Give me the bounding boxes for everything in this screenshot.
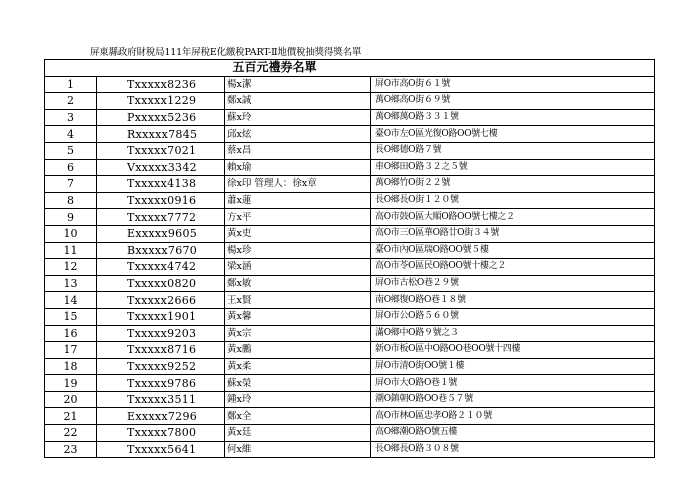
row-tax-id: Rxxxxx7845 — [97, 126, 225, 143]
row-tax-id: Exxxxx9605 — [97, 225, 225, 242]
row-tax-id: Txxxxx5641 — [97, 441, 225, 458]
row-name: 黃x馨 — [225, 308, 371, 325]
row-name: 黃x柔 — [225, 358, 371, 375]
row-address: 臺O市內O區瑞O路OO號５樓 — [371, 242, 655, 259]
row-tax-id: Txxxxx1229 — [97, 93, 225, 110]
row-number: 8 — [45, 192, 97, 209]
row-number: 21 — [45, 408, 97, 425]
row-tax-id: Txxxxx8236 — [97, 76, 225, 93]
table-row — [45, 176, 655, 193]
row-address: 屏O市公O路５６０號 — [371, 308, 655, 325]
table-row — [45, 159, 655, 176]
row-address: 高O市鼓O區大順O路OO號七樓之２ — [371, 209, 655, 226]
row-number: 1 — [45, 76, 97, 93]
table-row — [45, 441, 655, 458]
row-number: 9 — [45, 209, 97, 226]
row-address: 新O市板O區中O路OO巷OO號十四樓 — [371, 342, 655, 359]
row-name: 蕭x蓮 — [225, 192, 371, 209]
row-number: 16 — [45, 325, 97, 342]
table-row — [45, 342, 655, 359]
row-address: 高O市苓O區民O路OO號十樓之２ — [371, 259, 655, 276]
winners-table — [44, 59, 655, 458]
row-address: 高O鄉潮O路O號五樓 — [371, 425, 655, 442]
row-number: 13 — [45, 275, 97, 292]
row-number: 3 — [45, 109, 97, 126]
row-number: 20 — [45, 391, 97, 408]
row-address: 潮O鎮朝O路OO巷５７號 — [371, 391, 655, 408]
row-address: 屏O市古松O巷２９號 — [371, 275, 655, 292]
row-address: 滿O鄉中O路９號之３ — [371, 325, 655, 342]
row-name: 蘇x玲 — [225, 109, 371, 126]
table-row — [45, 325, 655, 342]
row-name: 梁x涵 — [225, 259, 371, 276]
table-row — [45, 225, 655, 242]
row-tax-id: Vxxxxx3342 — [97, 159, 225, 176]
row-number: 5 — [45, 142, 97, 159]
row-address: 車O鄉田O路３２之５號 — [371, 159, 655, 176]
row-number: 22 — [45, 425, 97, 442]
row-tax-id: Exxxxx7296 — [97, 408, 225, 425]
row-address: 萬O鄉萬O路３３１號 — [371, 109, 655, 126]
table-row — [45, 109, 655, 126]
row-tax-id: Txxxxx2666 — [97, 292, 225, 309]
row-number: 2 — [45, 93, 97, 110]
row-address: 萬O鄉高O街６９號 — [371, 93, 655, 110]
row-number: 12 — [45, 259, 97, 276]
row-name: 何x維 — [225, 441, 371, 458]
row-address: 長O鄉長O路３０８號 — [371, 441, 655, 458]
table-row — [45, 292, 655, 309]
row-name: 鄭x誠 — [225, 93, 371, 110]
row-name: 鍾x玲 — [225, 391, 371, 408]
table-row — [45, 93, 655, 110]
row-name: 賴x瑜 — [225, 159, 371, 176]
row-name: 黃x宗 — [225, 325, 371, 342]
row-name: 王x賢 — [225, 292, 371, 309]
table-row — [45, 375, 655, 392]
row-tax-id: Txxxxx0820 — [97, 275, 225, 292]
table-row — [45, 408, 655, 425]
row-address: 屏O市大O路O巷１號 — [371, 375, 655, 392]
row-number: 17 — [45, 342, 97, 359]
table-row — [45, 275, 655, 292]
table-row — [45, 209, 655, 226]
row-number: 23 — [45, 441, 97, 458]
row-address: 南O鄉復O路O巷１８號 — [371, 292, 655, 309]
row-address: 長O鄉長O街１２０號 — [371, 192, 655, 209]
table-row — [45, 76, 655, 93]
table-caption: 五百元禮券名單 — [45, 60, 655, 77]
row-name: 黃x廷 — [225, 425, 371, 442]
winners-table-body — [45, 60, 655, 458]
row-address: 萬O鄉竹O街２２號 — [371, 176, 655, 193]
row-number: 14 — [45, 292, 97, 309]
table-row — [45, 259, 655, 276]
row-number: 11 — [45, 242, 97, 259]
row-tax-id: Txxxxx9203 — [97, 325, 225, 342]
row-address: 屏O市清O街OO號１樓 — [371, 358, 655, 375]
row-address: 高O市三O區華O路廿O街３４號 — [371, 225, 655, 242]
row-name: 方x平 — [225, 209, 371, 226]
row-number: 4 — [45, 126, 97, 143]
row-number: 15 — [45, 308, 97, 325]
row-tax-id: Txxxxx7772 — [97, 209, 225, 226]
row-address: 長O鄉德O路７號 — [371, 142, 655, 159]
row-tax-id: Pxxxxx5236 — [97, 109, 225, 126]
row-number: 10 — [45, 225, 97, 242]
row-tax-id: Txxxxx1901 — [97, 308, 225, 325]
row-tax-id: Txxxxx8716 — [97, 342, 225, 359]
page-title: 屏東縣政府財稅局111年屏稅E化繳稅PART-Ⅱ地價稅抽獎得獎名單 — [90, 47, 362, 58]
row-name: 黃x鵬 — [225, 342, 371, 359]
row-address: 高O市林O區忠孝O路２１０號 — [371, 408, 655, 425]
table-row — [45, 126, 655, 143]
row-tax-id: Bxxxxx7670 — [97, 242, 225, 259]
table-row — [45, 391, 655, 408]
row-tax-id: Txxxxx0916 — [97, 192, 225, 209]
table-caption-row — [45, 60, 655, 77]
row-name: 蔡x昌 — [225, 142, 371, 159]
row-name: 蘇x榮 — [225, 375, 371, 392]
row-number: 6 — [45, 159, 97, 176]
table-row — [45, 358, 655, 375]
table-row — [45, 425, 655, 442]
row-tax-id: Txxxxx9786 — [97, 375, 225, 392]
row-name: 鄭x敏 — [225, 275, 371, 292]
row-name: 邱x炫 — [225, 126, 371, 143]
row-tax-id: Txxxxx7021 — [97, 142, 225, 159]
row-tax-id: Txxxxx4742 — [97, 259, 225, 276]
row-name: 徐x印 管理人：徐x章 — [225, 176, 371, 193]
row-name: 楊x珍 — [225, 242, 371, 259]
table-row — [45, 192, 655, 209]
row-number: 18 — [45, 358, 97, 375]
row-tax-id: Txxxxx9252 — [97, 358, 225, 375]
row-address: 臺O市左O區光復O路OO號七樓 — [371, 126, 655, 143]
row-tax-id: Txxxxx7800 — [97, 425, 225, 442]
table-row — [45, 142, 655, 159]
table-row — [45, 242, 655, 259]
table-row — [45, 308, 655, 325]
row-number: 19 — [45, 375, 97, 392]
row-number: 7 — [45, 176, 97, 193]
row-address: 屏O市高O街６１號 — [371, 76, 655, 93]
row-name: 鄭x全 — [225, 408, 371, 425]
row-name: 黃x吏 — [225, 225, 371, 242]
row-tax-id: Txxxxx3511 — [97, 391, 225, 408]
row-tax-id: Txxxxx4138 — [97, 176, 225, 193]
row-name: 楊x潔 — [225, 76, 371, 93]
